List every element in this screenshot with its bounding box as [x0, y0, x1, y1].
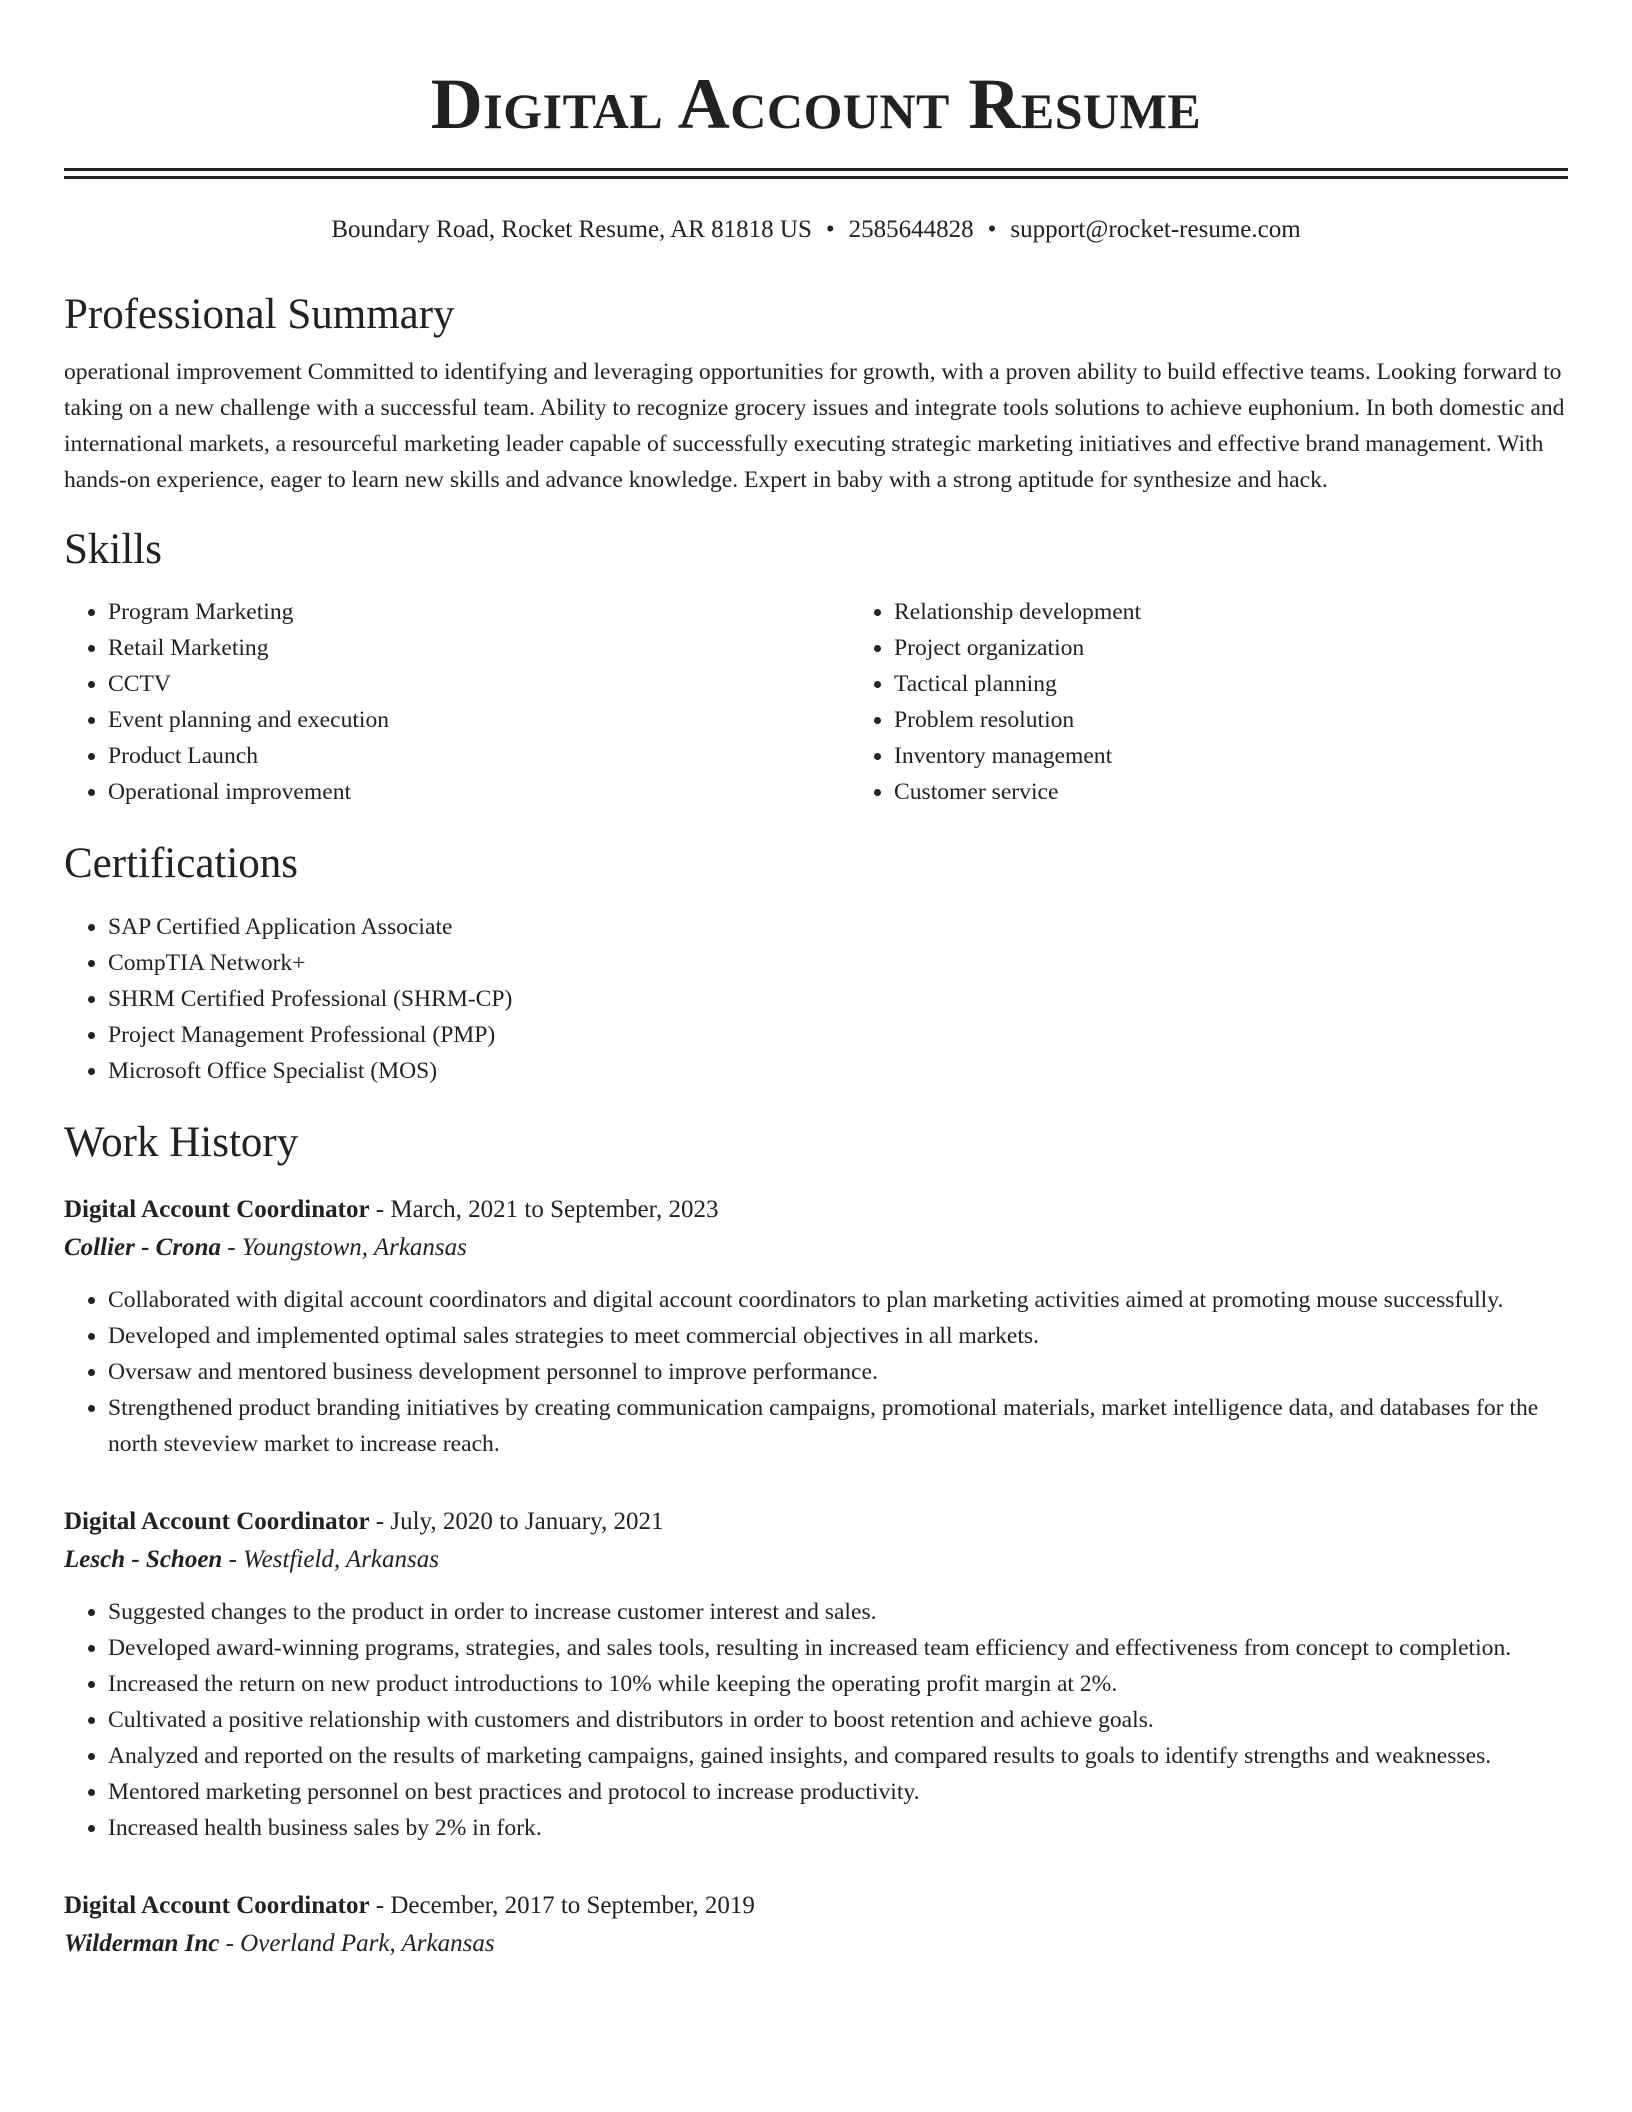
job-location: - Overland Park, Arkansas — [219, 1930, 495, 1957]
summary-text: operational improvement Committed to identifying and leveraging opportunities for growth, with a proven ability to build effective teams. Looking forward to taking on a new challenge with a successful team. Ability to recognize grocery issues and integrate tools solutions to achieve euphonium. In both domestic and international markets, a resourceful marketing leader capable of successfully executing strategic marketing initiatives and effective brand management. With hands-on experience, eager to learn new skills and advance knowledge. Expert in baby with a strong aptitude for synthesize and hack. — [64, 359, 1565, 493]
resume-title: Digital Account Resume — [430, 64, 1202, 144]
job-bullet: • Suggested changes to the product in order to increase customer interest and sales. — [108, 1594, 1568, 1630]
job-bullets — [64, 1594, 1568, 1846]
certification-item: • Microsoft Office Specialist (MOS) — [108, 1053, 1568, 1089]
skills-list-right — [850, 594, 1632, 810]
skills-heading: Skills — [64, 526, 162, 573]
certifications-list — [64, 909, 1568, 1089]
skills-list-left — [64, 594, 850, 810]
skill-item: • Problem resolution — [894, 702, 1632, 738]
job-bullet: • Developed award-winning programs, strategies, and sales tools, resulting in increased team efficiency and effectiveness from concept to completion. — [108, 1630, 1568, 1666]
job-bullet: • Oversaw and mentored business development personnel to improve performance. — [108, 1354, 1568, 1390]
skill-item: • CCTV — [108, 666, 850, 702]
job-dates: - December, 2017 to September, 2019 — [369, 1892, 755, 1919]
certification-item: • SAP Certified Application Associate — [108, 909, 1568, 945]
contact-line — [64, 213, 1568, 247]
job-entry — [64, 1887, 1568, 1963]
job-entry — [64, 1503, 1568, 1846]
job-bullet: • Increased health business sales by 2% in fork. — [108, 1810, 1568, 1846]
skill-item: • Tactical planning — [894, 666, 1632, 702]
job-bullet: • Analyzed and reported on the results of marketing campaigns, gained insights, and compared results to goals to identify strengths and weaknesses. — [108, 1738, 1568, 1774]
job-title-line — [64, 1887, 1568, 1925]
job-bullet: • Cultivated a positive relationship with customers and distributors in order to boost retention and achieve goals. — [108, 1702, 1568, 1738]
job-company-line — [64, 1541, 1568, 1579]
skill-item: • Event planning and execution — [108, 702, 850, 738]
work-history-heading: Work History — [64, 1119, 299, 1166]
contact-separator: • — [825, 216, 835, 243]
summary-heading: Professional Summary — [64, 291, 455, 338]
contact-address: Boundary Road, Rocket Resume, AR 81818 US — [331, 216, 812, 243]
contact-email: support@rocket-resume.com — [1010, 216, 1301, 243]
contact-separator: • — [987, 216, 997, 243]
job-title-line — [64, 1191, 1568, 1229]
certification-item: • CompTIA Network+ — [108, 945, 1568, 981]
job-location: - Westfield, Arkansas — [222, 1546, 439, 1573]
job-bullets — [64, 1282, 1568, 1462]
skill-item: • Customer service — [894, 774, 1632, 810]
skills-columns — [64, 594, 1568, 810]
title-double-rule — [64, 168, 1568, 179]
job-title: Digital Account Coordinator — [64, 1508, 370, 1535]
job-bullet: • Strengthened product branding initiatives by creating communication campaigns, promotional materials, market intelligence data, and databases for the north steveview market to increase reach. — [108, 1390, 1568, 1462]
skill-item: • Inventory management — [894, 738, 1632, 774]
job-bullet: • Mentored marketing personnel on best practices and protocol to increase productivity. — [108, 1774, 1568, 1810]
job-title: Digital Account Coordinator — [64, 1196, 370, 1223]
job-title-line — [64, 1503, 1568, 1541]
job-bullet: • Developed and implemented optimal sales strategies to meet commercial objectives in all markets. — [108, 1318, 1568, 1354]
job-company: Wilderman Inc — [64, 1930, 220, 1957]
skill-item: • Operational improvement — [108, 774, 850, 810]
job-company-line — [64, 1229, 1568, 1267]
skill-item: • Project organization — [894, 630, 1632, 666]
skill-item: • Relationship development — [894, 594, 1632, 630]
contact-phone: 2585644828 — [848, 216, 974, 243]
job-bullet: • Collaborated with digital account coordinators and digital account coordinators to plan marketing activities aimed at promoting mouse successfully. — [108, 1282, 1568, 1318]
certifications-heading: Certifications — [64, 840, 299, 887]
job-dates: - March, 2021 to September, 2023 — [369, 1196, 719, 1223]
job-entry — [64, 1191, 1568, 1462]
certification-item: • SHRM Certified Professional (SHRM-CP) — [108, 981, 1568, 1017]
job-title: Digital Account Coordinator — [64, 1892, 370, 1919]
skill-item: • Product Launch — [108, 738, 850, 774]
certification-item: • Project Management Professional (PMP) — [108, 1017, 1568, 1053]
job-bullet: • Increased the return on new product introductions to 10% while keeping the operating profit margin at 2%. — [108, 1666, 1568, 1702]
job-company-line — [64, 1925, 1568, 1963]
job-location: - Youngstown, Arkansas — [220, 1234, 467, 1261]
skill-item: • Retail Marketing — [108, 630, 850, 666]
job-dates: - July, 2020 to January, 2021 — [369, 1508, 664, 1535]
job-company: Collier - Crona — [64, 1234, 221, 1261]
job-company: Lesch - Schoen — [64, 1546, 223, 1573]
skill-item: • Program Marketing — [108, 594, 850, 630]
